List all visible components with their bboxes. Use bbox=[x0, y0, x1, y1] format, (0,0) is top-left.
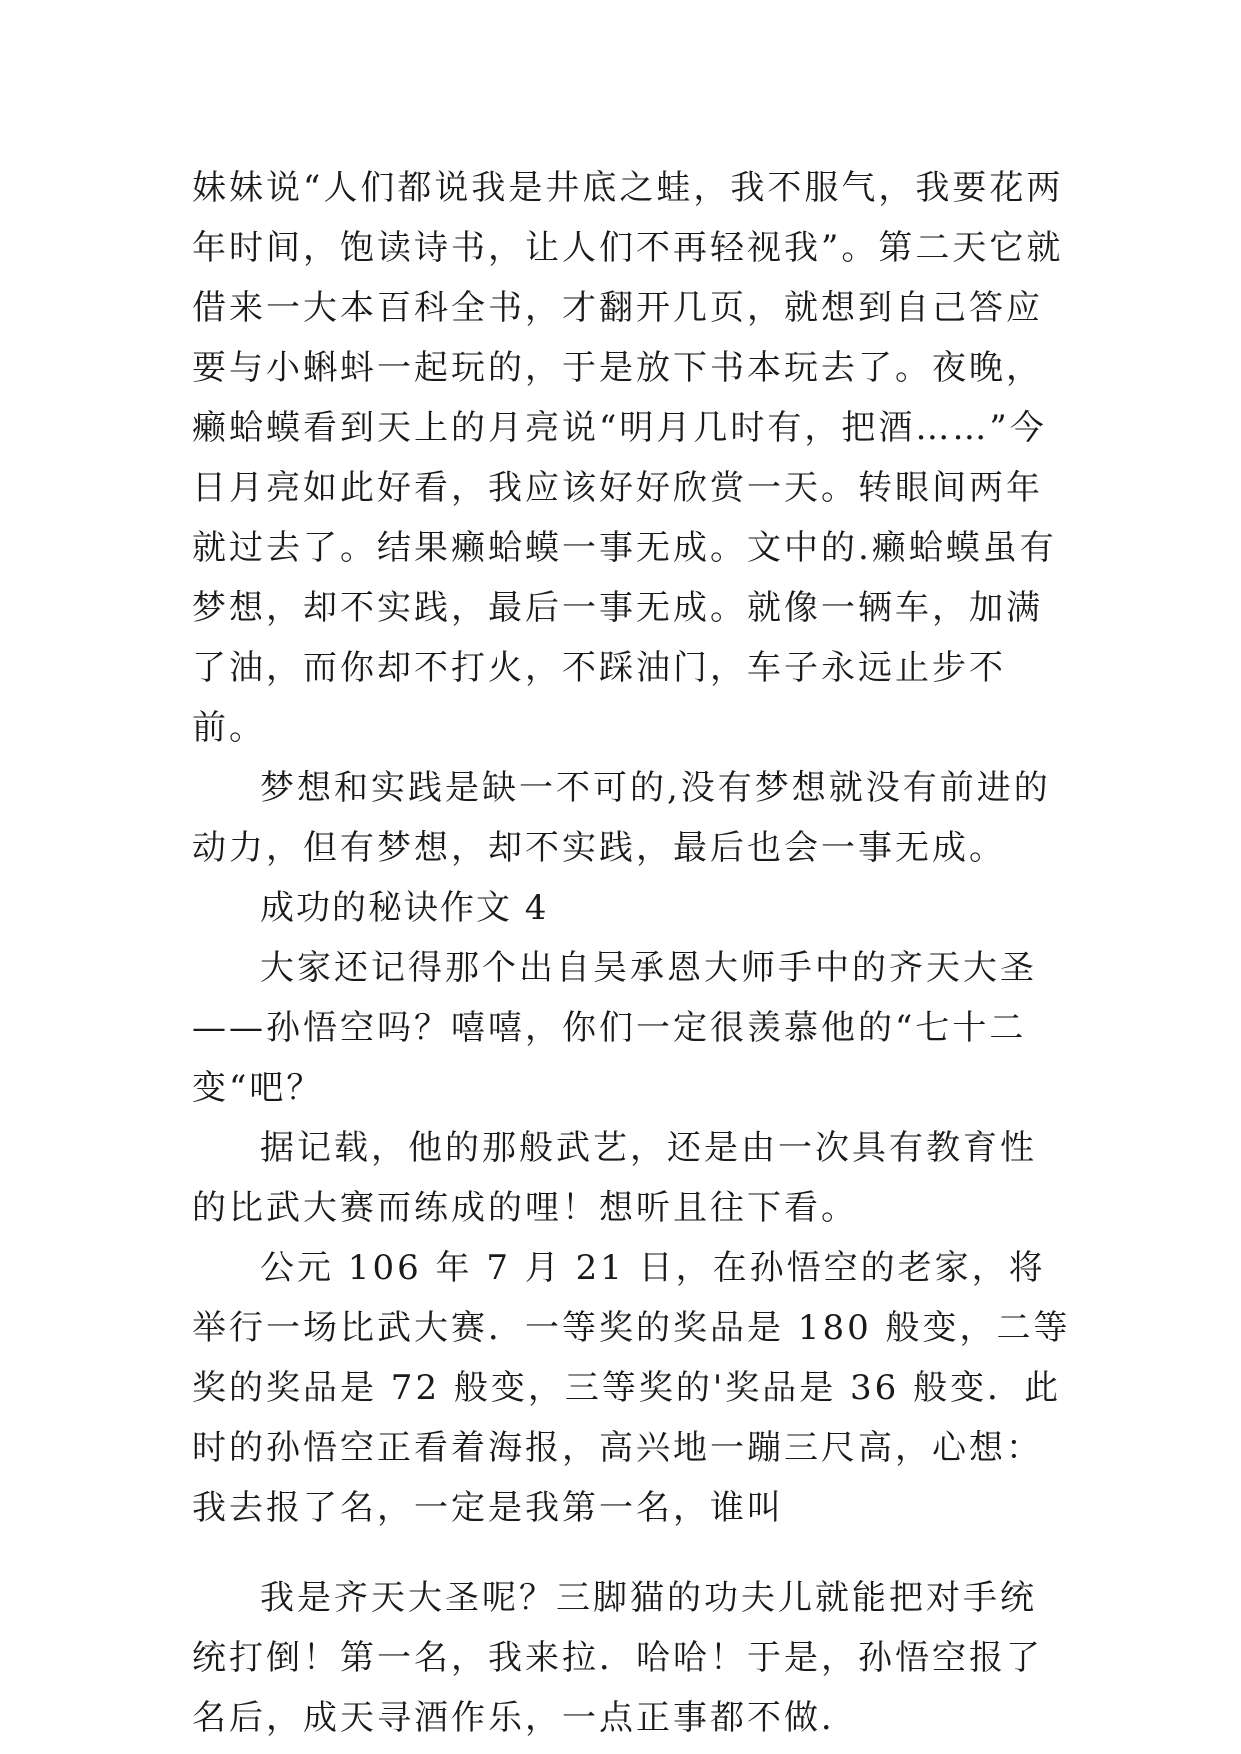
paragraph: 公元 106 年 7 月 21 日，在孙悟空的老家，将举行一场比武大赛．一等奖的奖品是 180 般变，二等奖的奖品是 72 般变，三等奖的'奖品是 36 般变．此时的孙悟空正看着海报，高兴地一蹦三尺高，心想：我去报了名，一定是我第一名，谁叫 bbox=[192, 1248, 1071, 1528]
paragraph: 梦想和实践是缺一不可的,没有梦想就没有前进的动力，但有梦想，却不实践，最后也会一事无成。 bbox=[192, 768, 1051, 868]
section-heading: 成功的秘诀作文 4 bbox=[260, 888, 549, 928]
paragraph: 大家还记得那个出自吴承恩大师手中的齐天大圣——孙悟空吗？嘻嘻，你们一定很羡慕他的“七十二变“吧？ bbox=[192, 948, 1037, 1108]
document-body bbox=[192, 158, 1072, 1748]
paragraph-continued: 妹妹说“人们都说我是井底之蛙，我不服气，我要花两年时间，饱读诗书，让人们不再轻视我”。第二天它就借来一大本百科全书，才翻开几页，就想到自己答应要与小蝌蚪一起玩的，于是放下书本玩去了。夜晚，癞蛤蟆看到天上的月亮说“明月几时有，把酒……”今日月亮如此好看，我应该好好欣赏一天。转眼间两年就过去了。结果癞蛤蟆一事无成。文中的.癞蛤蟆虽有梦想，却不实践，最后一事无成。就像一辆车，加满了油，而你却不打火，不踩油门，车子永远止步不前。 bbox=[192, 168, 1064, 748]
paragraph: 据记载，他的那般武艺，还是由一次具有教育性的比武大赛而练成的哩！想听且往下看。 bbox=[192, 1128, 1037, 1228]
paragraph: 我是齐天大圣呢？三脚猫的功夫儿就能把对手统统打倒！第一名，我来拉．哈哈！于是，孙悟空报了名后，成天寻酒作乐，一点正事都不做． bbox=[192, 1578, 1043, 1738]
